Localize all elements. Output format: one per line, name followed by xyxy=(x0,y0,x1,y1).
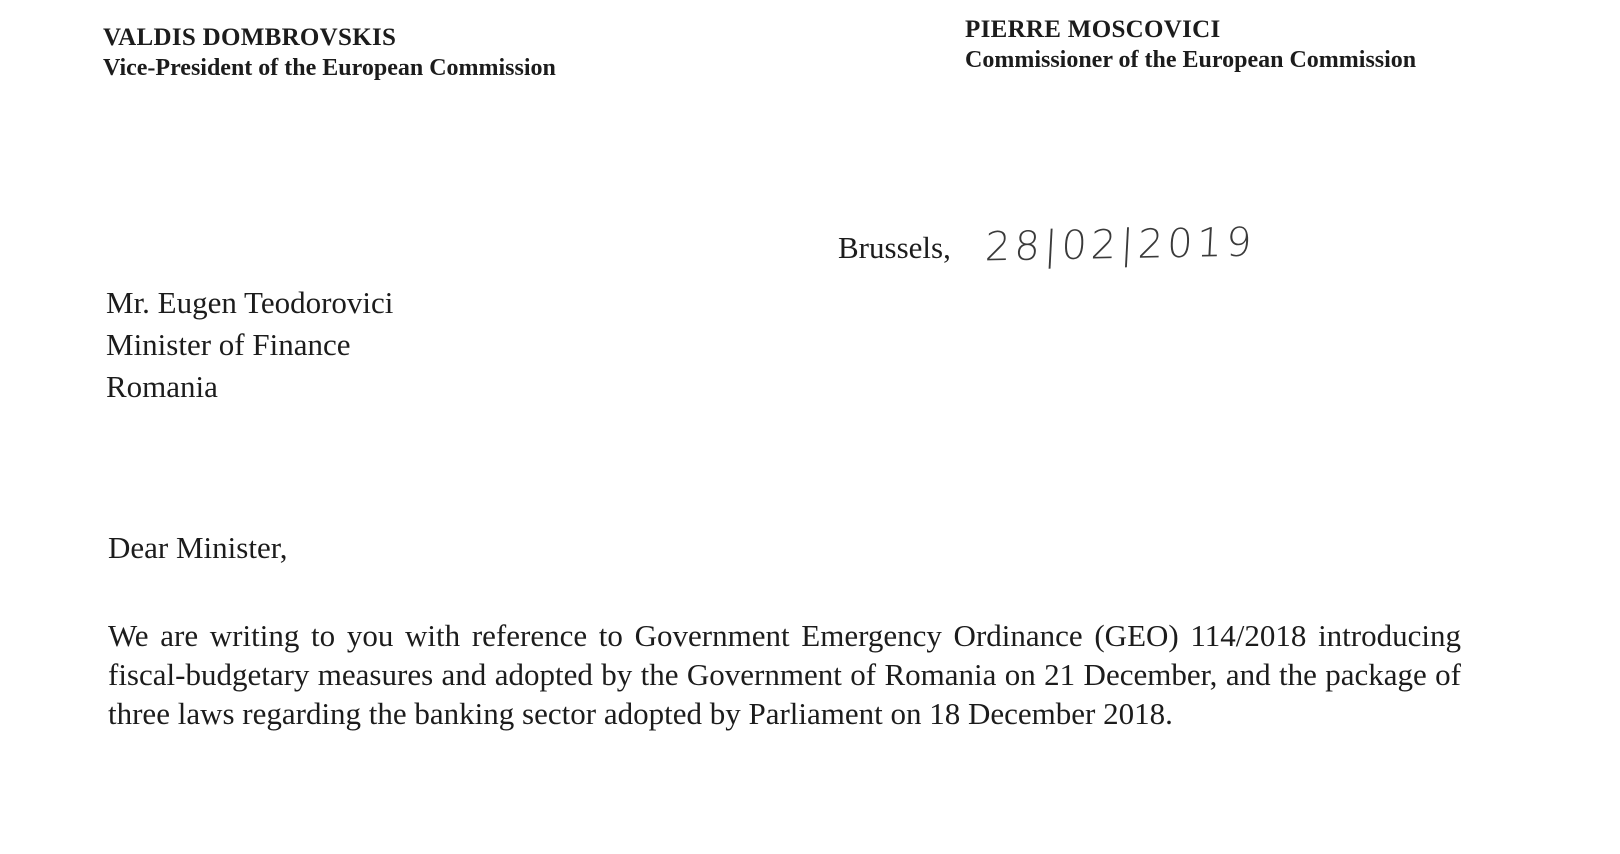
sender-right-title: Commissioner of the European Commission xyxy=(965,47,1417,74)
handwritten-date: 28|02|2019 xyxy=(983,219,1257,271)
sender-right-name: PIERRE MOSCOVICI xyxy=(965,16,1221,43)
recipient-position: Minister of Finance xyxy=(106,327,351,362)
body-paragraph: We are writing to you with reference to Government Emergency Ordinance (GEO) 114/2018 introducing fiscal-budgetary measures and adopted by the Government of Romania on 21 December, and the package of three laws regarding the banking sector adopted by Parliament on 18 December 2018. xyxy=(108,618,1461,731)
recipient-name: Mr. Eugen Teodorovici xyxy=(106,285,394,320)
sender-left-block xyxy=(103,22,556,83)
sender-left-name: VALDIS DOMBROVSKIS xyxy=(103,24,397,51)
salutation: Dear Minister, xyxy=(108,530,288,565)
sender-left-title: Vice-President of the European Commission xyxy=(103,55,556,82)
sender-right-block xyxy=(965,14,1416,75)
place-and-date xyxy=(838,219,1257,271)
recipient-country: Romania xyxy=(106,369,218,404)
recipient-address xyxy=(106,282,393,408)
place: Brussels, xyxy=(838,230,951,265)
